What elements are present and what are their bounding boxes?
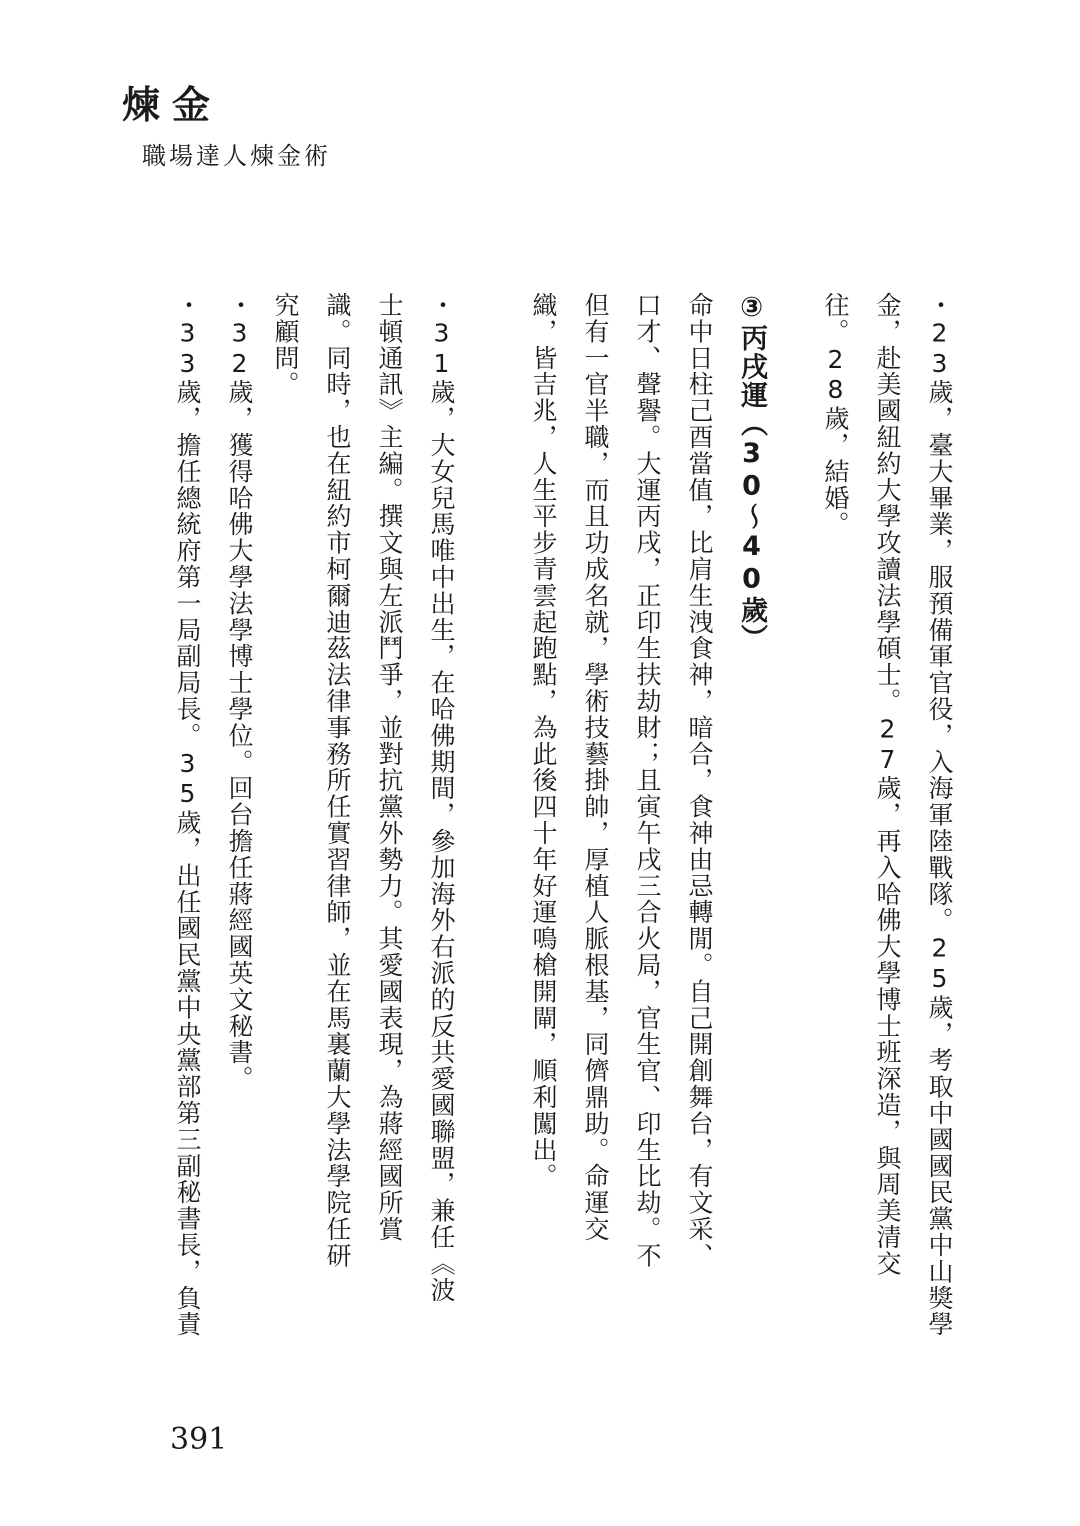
book-subtitle: 職場達人煉金術	[142, 142, 331, 170]
text-column-11: 識。同時，也在紐約市柯爾迪茲法律事務所任實習律師，並在馬裏蘭大學法學院任研	[323, 292, 352, 1269]
text-column-13: ・32歲，獲得哈佛大學法學博士學位。回台擔任蔣經國英文秘書。	[225, 292, 254, 1092]
text-column-2: 金，赴美國紐約大學攻讀法學碩士。27歲，再入哈佛大學博士班深造，與周美清交	[873, 292, 902, 1277]
book-title: 煉金	[122, 83, 223, 127]
text-column-12: 究顧問。	[271, 292, 300, 398]
text-column-10: 士頓通訊》主編。撰文與左派鬥爭，並對抗黨外勢力。其愛國表現，為蔣經國所賞	[375, 292, 404, 1243]
text-column-8: 織，皆吉兆，人生平步青雲起跑點，為此後四十年好運鳴槍開閘，順利闖出。	[529, 292, 558, 1190]
text-column-7: 但有一官半職，而且功成名就，學術技藝掛帥，厚植人脈根基，同儕鼎助。命運交	[581, 292, 610, 1243]
text-column-6: 口才、聲譽。大運丙戌，正印生扶劫財；且寅午戌三合火局，官生官、印生比劫。不	[633, 292, 662, 1269]
text-column-1: ・23歲，臺大畢業，服預備軍官役，入海軍陸戰隊。25歲，考取中國國民黨中山獎學	[925, 292, 954, 1338]
page-number: 391	[170, 1422, 228, 1457]
text-column-9: ・31歲，大女兒馬唯中出生，在哈佛期間，參加海外右派的反共愛國聯盟，兼任《波	[427, 292, 456, 1304]
section-heading: ③丙戌運（30～40歲）	[736, 292, 767, 653]
text-column-14: ・33歲，擔任總統府第一局副局長。35歲，出任國民黨中央黨部第三副秘書長，負責	[173, 292, 202, 1338]
text-column-3: 往。28歲，結婚。	[821, 292, 850, 538]
text-column-5: 命中日柱己酉當值，比肩生洩食神，暗合，食神由忌轉閒。自己開創舞台，有文采、	[685, 292, 714, 1269]
